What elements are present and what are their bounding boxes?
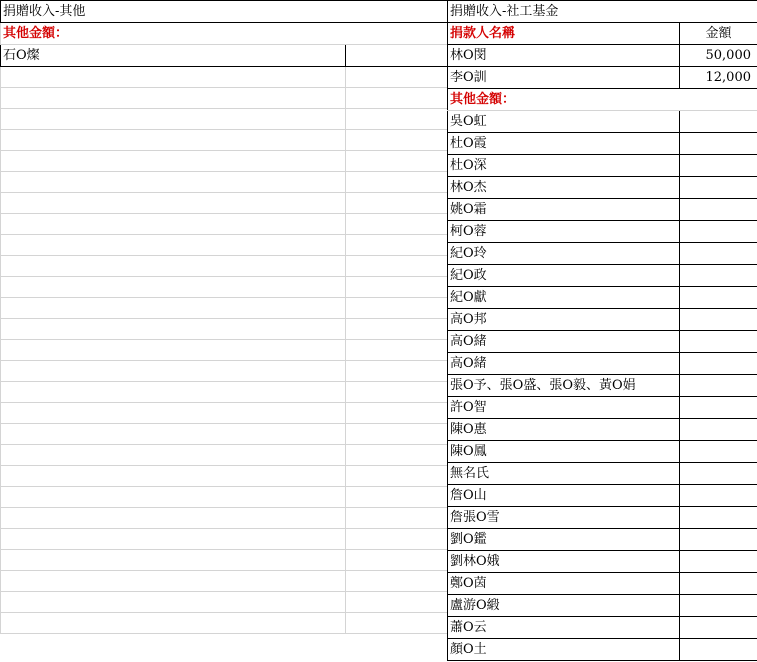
empty-row [1, 340, 448, 361]
empty-cell[interactable] [346, 235, 448, 256]
table-row [448, 287, 757, 309]
empty-cell[interactable] [1, 487, 346, 508]
amount-cell[interactable] [680, 309, 757, 331]
donor-name-cell[interactable]: 杜O霞 [448, 133, 680, 155]
left-title[interactable]: 捐贈收入-其他 [1, 1, 448, 23]
table-row [448, 177, 757, 199]
donor-name-cell[interactable]: 林O杰 [448, 177, 680, 199]
table-row [448, 353, 757, 375]
right-section-row [448, 89, 757, 111]
table-row [1, 45, 448, 67]
empty-cell[interactable] [1, 298, 346, 319]
empty-row [1, 550, 448, 571]
empty-cell[interactable] [1, 340, 346, 361]
table-row [448, 221, 757, 243]
table-row [448, 441, 757, 463]
empty-cell[interactable] [346, 172, 448, 193]
empty-row [1, 109, 448, 130]
amount-cell[interactable] [680, 375, 757, 397]
empty-cell[interactable] [346, 508, 448, 529]
amount-cell[interactable] [680, 155, 757, 177]
amount-cell[interactable] [680, 177, 757, 199]
empty-cell[interactable] [1, 445, 346, 466]
empty-row [1, 592, 448, 613]
empty-row [1, 298, 448, 319]
empty-row [1, 214, 448, 235]
amount-cell[interactable] [680, 441, 757, 463]
empty-cell[interactable] [1, 319, 346, 340]
empty-cell[interactable] [1, 109, 346, 130]
amount-cell[interactable] [680, 331, 757, 353]
empty-row [1, 172, 448, 193]
empty-cell[interactable] [1, 88, 346, 109]
table-row [448, 595, 757, 617]
table-row [448, 243, 757, 265]
donor-name-cell[interactable]: 石O燦 [1, 45, 346, 67]
empty-cell[interactable] [346, 382, 448, 403]
donor-name-cell[interactable]: 紀O政 [448, 265, 680, 287]
amount-cell[interactable] [680, 221, 757, 243]
amount-cell[interactable] [680, 639, 757, 661]
table-row [448, 133, 757, 155]
empty-row [1, 529, 448, 550]
empty-row [1, 235, 448, 256]
empty-row [1, 445, 448, 466]
empty-cell[interactable] [346, 151, 448, 172]
right-section-label[interactable]: 其他金額： [448, 89, 757, 111]
donor-name-cell[interactable]: 顏O土 [448, 639, 680, 661]
table-row [448, 265, 757, 287]
donor-name-cell[interactable]: 蕭O云 [448, 617, 680, 639]
donor-name-cell[interactable]: 高O緒 [448, 331, 680, 353]
empty-cell[interactable] [346, 529, 448, 550]
empty-cell[interactable] [346, 592, 448, 613]
empty-cell[interactable] [346, 571, 448, 592]
amount-cell[interactable] [680, 573, 757, 595]
empty-cell[interactable] [1, 130, 346, 151]
table-row [448, 617, 757, 639]
left-title-row [1, 1, 448, 23]
empty-cell[interactable] [1, 466, 346, 487]
empty-cell[interactable] [346, 403, 448, 424]
table-row [448, 199, 757, 221]
donor-name-cell[interactable]: 劉林O娥 [448, 551, 680, 573]
empty-cell[interactable] [1, 508, 346, 529]
empty-row [1, 424, 448, 445]
empty-row [1, 508, 448, 529]
amount-cell[interactable] [680, 529, 757, 551]
amount-cell[interactable] [346, 45, 448, 67]
empty-cell[interactable] [346, 109, 448, 130]
amount-cell[interactable] [680, 595, 757, 617]
table-row [448, 639, 757, 661]
donor-name-cell[interactable]: 無名氏 [448, 463, 680, 485]
donor-name-cell[interactable]: 姚O霜 [448, 199, 680, 221]
table-row [448, 155, 757, 177]
empty-row [1, 403, 448, 424]
empty-cell[interactable] [1, 361, 346, 382]
empty-cell[interactable] [346, 130, 448, 151]
empty-cell[interactable] [1, 67, 346, 88]
empty-row [1, 571, 448, 592]
empty-row [1, 193, 448, 214]
amount-cell[interactable] [680, 507, 757, 529]
donor-name-cell[interactable]: 詹張O雪 [448, 507, 680, 529]
donor-name-cell[interactable]: 陳O惠 [448, 419, 680, 441]
table-row [448, 419, 757, 441]
donor-name-cell[interactable]: 吳O虹 [448, 111, 680, 133]
amount-cell[interactable]: 50,000 [680, 45, 757, 67]
table-row [448, 507, 757, 529]
amount-cell[interactable] [680, 485, 757, 507]
empty-cell[interactable] [346, 88, 448, 109]
empty-row [1, 151, 448, 172]
empty-row [1, 67, 448, 88]
empty-cell[interactable] [346, 466, 448, 487]
donor-name-cell[interactable]: 陳O鳳 [448, 441, 680, 463]
donor-name-cell[interactable]: 紀O獻 [448, 287, 680, 309]
empty-row [1, 361, 448, 382]
empty-cell[interactable] [1, 256, 346, 277]
empty-cell[interactable] [346, 319, 448, 340]
empty-cell[interactable] [1, 235, 346, 256]
empty-cell[interactable] [1, 214, 346, 235]
table-row [448, 375, 757, 397]
empty-cell[interactable] [1, 529, 346, 550]
donor-name-cell[interactable]: 柯O蓉 [448, 221, 680, 243]
empty-cell[interactable] [1, 193, 346, 214]
empty-row [1, 466, 448, 487]
empty-cell[interactable] [1, 382, 346, 403]
header-amount[interactable]: 金額 [680, 23, 757, 45]
empty-cell[interactable] [1, 403, 346, 424]
table-row [448, 309, 757, 331]
donor-name-cell[interactable]: 劉O鑑 [448, 529, 680, 551]
empty-cell[interactable] [346, 487, 448, 508]
table-row [448, 485, 757, 507]
amount-cell[interactable] [680, 617, 757, 639]
donor-name-cell[interactable]: 李O訓 [448, 67, 680, 89]
empty-cell[interactable] [346, 424, 448, 445]
amount-cell[interactable] [680, 287, 757, 309]
empty-cell[interactable] [1, 151, 346, 172]
empty-cell[interactable] [346, 277, 448, 298]
donor-name-cell[interactable]: 杜O深 [448, 155, 680, 177]
donor-name-cell[interactable]: 高O邦 [448, 309, 680, 331]
amount-cell[interactable] [680, 243, 757, 265]
table-row [448, 573, 757, 595]
donor-name-cell[interactable]: 林O閔 [448, 45, 680, 67]
table-row [448, 111, 757, 133]
empty-cell[interactable] [346, 550, 448, 571]
table-row [448, 463, 757, 485]
left-section-label[interactable]: 其他金額： [1, 23, 448, 45]
empty-cell[interactable] [346, 361, 448, 382]
table-row [448, 397, 757, 419]
empty-row [1, 487, 448, 508]
donor-name-cell[interactable]: 高O緒 [448, 353, 680, 375]
empty-cell[interactable] [1, 424, 346, 445]
empty-cell[interactable] [346, 445, 448, 466]
empty-row [1, 382, 448, 403]
amount-cell[interactable] [680, 199, 757, 221]
empty-cell[interactable] [1, 613, 346, 634]
empty-cell[interactable] [346, 67, 448, 88]
empty-row [1, 256, 448, 277]
right-title-row [448, 1, 757, 23]
amount-cell[interactable] [680, 463, 757, 485]
empty-row [1, 319, 448, 340]
donor-name-cell[interactable]: 鄭O茵 [448, 573, 680, 595]
empty-cell[interactable] [1, 550, 346, 571]
donor-name-cell[interactable]: 張O予、張O盛、張O毅、黃O娟 [448, 375, 680, 397]
amount-cell[interactable]: 12,000 [680, 67, 757, 89]
amount-cell[interactable] [680, 111, 757, 133]
empty-cell[interactable] [346, 193, 448, 214]
amount-cell[interactable] [680, 265, 757, 287]
table-row [448, 529, 757, 551]
right-donation-table [447, 0, 757, 661]
amount-cell[interactable] [680, 419, 757, 441]
table-row [448, 551, 757, 573]
empty-row [1, 130, 448, 151]
amount-cell[interactable] [680, 133, 757, 155]
empty-cell[interactable] [1, 172, 346, 193]
amount-cell[interactable] [680, 397, 757, 419]
empty-cell[interactable] [346, 298, 448, 319]
empty-cell[interactable] [1, 571, 346, 592]
table-row [448, 45, 757, 67]
empty-cell[interactable] [346, 613, 448, 634]
empty-cell[interactable] [346, 214, 448, 235]
empty-cell[interactable] [1, 592, 346, 613]
empty-cell[interactable] [1, 277, 346, 298]
donor-name-cell[interactable]: 盧游O緞 [448, 595, 680, 617]
empty-row [1, 88, 448, 109]
empty-row [1, 613, 448, 634]
donor-name-cell[interactable]: 許O智 [448, 397, 680, 419]
empty-cell[interactable] [346, 340, 448, 361]
header-donor-name[interactable]: 捐款人名稱 [448, 23, 680, 45]
empty-row [1, 277, 448, 298]
left-section-row [1, 23, 448, 45]
donor-name-cell[interactable]: 詹O山 [448, 485, 680, 507]
amount-cell[interactable] [680, 353, 757, 375]
donor-name-cell[interactable]: 紀O玲 [448, 243, 680, 265]
table-row [448, 331, 757, 353]
table-row [448, 67, 757, 89]
right-title[interactable]: 捐贈收入-社工基金 [448, 1, 757, 23]
empty-cell[interactable] [346, 256, 448, 277]
amount-cell[interactable] [680, 551, 757, 573]
right-header-row [448, 23, 757, 45]
